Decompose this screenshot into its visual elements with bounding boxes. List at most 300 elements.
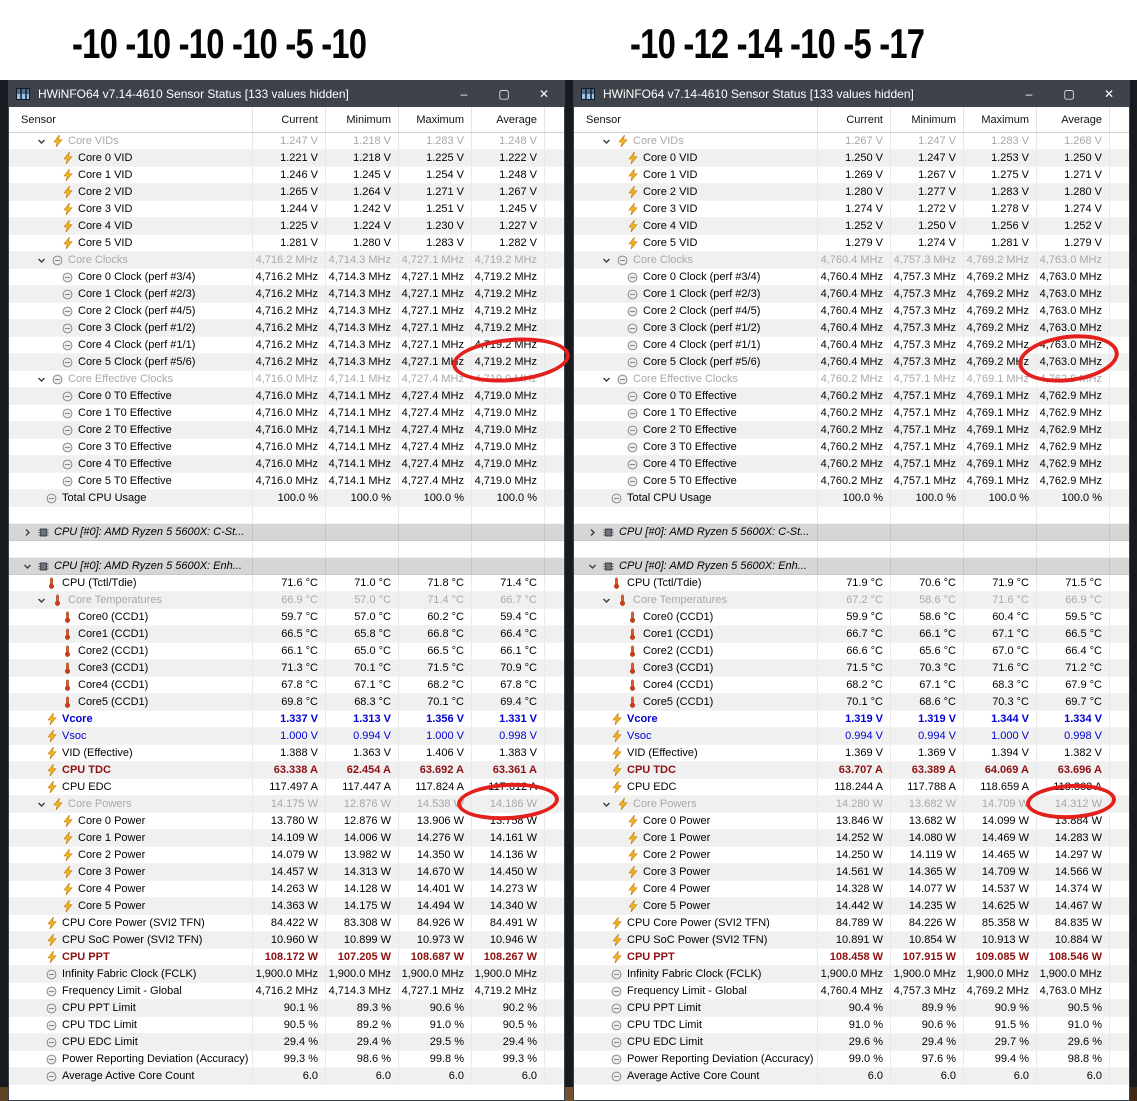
chevron-down-icon[interactable] [35, 256, 48, 265]
sensor-row[interactable] [574, 949, 1129, 966]
value-minimum: 4,714.3 MHz [326, 286, 399, 302]
sensor-row[interactable] [574, 371, 1129, 388]
sensor-row[interactable] [574, 388, 1129, 405]
sensor-label: Core 4 Clock (perf #1/1) [643, 339, 761, 351]
sensor-row[interactable] [9, 422, 564, 439]
sensor-row[interactable] [9, 133, 564, 150]
sensor-row[interactable] [9, 201, 564, 218]
value-average: 90.5 % [1037, 1000, 1110, 1016]
value-average: 14.374 W [1037, 881, 1110, 897]
clock-icon [610, 986, 623, 997]
section-header-row[interactable] [9, 524, 564, 541]
value-current: 10.960 W [253, 932, 326, 948]
chevron-down-icon[interactable] [600, 800, 613, 809]
value-current: 14.079 W [253, 847, 326, 863]
header-spacer [545, 107, 564, 132]
value-current [818, 524, 891, 540]
value-average: 4,762.9 MHz [1037, 456, 1110, 472]
value-minimum: 6.0 [891, 1068, 964, 1084]
section-header-row[interactable] [574, 558, 1129, 575]
sensor-row[interactable] [9, 490, 564, 507]
sensor-row[interactable] [574, 439, 1129, 456]
sensor-label: CPU TDC Limit [627, 1019, 702, 1031]
chevron-right-icon[interactable] [21, 528, 34, 537]
column-header-sensor[interactable]: Sensor [9, 107, 253, 132]
value-average: 6.0 [1037, 1068, 1110, 1084]
sensor-row[interactable] [9, 881, 564, 898]
sensor-row[interactable] [574, 133, 1129, 150]
sensor-label-cell [9, 1051, 253, 1067]
value-current: 68.2 °C [818, 677, 891, 693]
chevron-right-icon[interactable] [586, 528, 599, 537]
bolt-icon [61, 849, 74, 861]
value-minimum: 14.080 W [891, 830, 964, 846]
sensor-row[interactable] [9, 354, 564, 371]
close-button[interactable]: ✕ [538, 87, 550, 101]
sensor-row[interactable] [574, 1017, 1129, 1034]
value-current: 84.789 W [818, 915, 891, 931]
sensor-label-cell [574, 507, 818, 523]
sensor-label: Core 4 T0 Effective [78, 458, 172, 470]
sensor-label-cell [9, 269, 253, 285]
sensor-row[interactable] [574, 626, 1129, 643]
chevron-down-icon[interactable] [35, 800, 48, 809]
row-spacer [1110, 881, 1129, 897]
value-current: 1.250 V [818, 150, 891, 166]
value-minimum: 100.0 % [326, 490, 399, 506]
value-average: 1.274 V [1037, 201, 1110, 217]
value-minimum: 4,757.3 MHz [891, 269, 964, 285]
value-current: 99.0 % [818, 1051, 891, 1067]
sensor-row[interactable] [9, 966, 564, 983]
titlebar[interactable] [9, 81, 564, 107]
value-current: 1.221 V [253, 150, 326, 166]
sensor-row[interactable] [574, 609, 1129, 626]
sensor-row[interactable] [9, 439, 564, 456]
chevron-down-icon[interactable] [600, 137, 613, 146]
value-maximum: 1.254 V [399, 167, 472, 183]
sensor-row[interactable] [9, 184, 564, 201]
row-spacer [545, 915, 564, 931]
value-current: 84.422 W [253, 915, 326, 931]
sensor-label: Core VIDs [68, 135, 119, 147]
bolt-icon [61, 169, 74, 181]
sensor-row[interactable] [9, 592, 564, 609]
value-current: 70.1 °C [818, 694, 891, 710]
minimize-button[interactable]: – [460, 87, 468, 101]
value-minimum: 4,757.3 MHz [891, 252, 964, 268]
bolt-icon [610, 781, 623, 793]
chevron-down-icon[interactable] [35, 596, 48, 605]
sensor-row[interactable] [9, 932, 564, 949]
sensor-row[interactable] [574, 320, 1129, 337]
sensor-row[interactable] [574, 337, 1129, 354]
sensor-row[interactable] [574, 796, 1129, 813]
value-minimum: 13.982 W [326, 847, 399, 863]
sensor-label: Core 3 Clock (perf #1/2) [643, 322, 761, 334]
sensor-row[interactable] [9, 1034, 564, 1051]
row-spacer [1110, 320, 1129, 336]
sensor-row[interactable] [574, 218, 1129, 235]
value-minimum: 12.876 W [326, 813, 399, 829]
sensor-row[interactable] [574, 422, 1129, 439]
value-current: 6.0 [253, 1068, 326, 1084]
close-button[interactable]: ✕ [1103, 87, 1115, 101]
sensor-row[interactable] [574, 1000, 1129, 1017]
value-minimum: 1.247 V [891, 133, 964, 149]
row-spacer [1110, 1051, 1129, 1067]
sensor-label-cell [9, 779, 253, 795]
sensor-row[interactable] [574, 881, 1129, 898]
value-minimum: 12.876 W [326, 796, 399, 812]
value-average: 1.267 V [472, 184, 545, 200]
sensor-row[interactable] [9, 575, 564, 592]
value-average: 14.566 W [1037, 864, 1110, 880]
thermo-icon [61, 611, 74, 623]
sensor-row[interactable] [574, 1068, 1129, 1085]
sensor-row[interactable] [574, 813, 1129, 830]
bolt-icon [45, 781, 58, 793]
chevron-down-icon[interactable] [586, 562, 599, 571]
sensor-row[interactable] [9, 660, 564, 677]
sensor-label-cell [9, 456, 253, 472]
row-spacer [1110, 490, 1129, 506]
value-average: 4,763.0 MHz [1037, 252, 1110, 268]
clock-icon [626, 340, 639, 351]
top-banner [0, 0, 1137, 80]
value-average [1037, 541, 1110, 557]
sensor-row[interactable] [9, 456, 564, 473]
column-header-average[interactable]: Average [1037, 107, 1110, 132]
curve-optimizer-values-right: -10 -12 -14 -10 -5 -17 [630, 20, 925, 67]
sensor-label: Core1 (CCD1) [78, 628, 149, 640]
sensor-row[interactable] [574, 915, 1129, 932]
sensor-row[interactable] [574, 167, 1129, 184]
sensor-row[interactable] [9, 728, 564, 745]
sensor-row[interactable] [9, 609, 564, 626]
sensor-row[interactable] [574, 201, 1129, 218]
value-average: 4,762.9 MHz [1037, 388, 1110, 404]
sensor-row[interactable] [9, 1017, 564, 1034]
sensor-label: Core 5 T0 Effective [78, 475, 172, 487]
value-average: 69.7 °C [1037, 694, 1110, 710]
thermo-icon [626, 696, 639, 708]
desktop-background [0, 80, 1137, 1101]
value-average: 1.383 V [472, 745, 545, 761]
minimize-button[interactable]: – [1025, 87, 1033, 101]
sensor-label: CPU TDC Limit [62, 1019, 137, 1031]
sensor-row[interactable] [9, 694, 564, 711]
bolt-icon [61, 237, 74, 249]
sensor-row[interactable] [9, 898, 564, 915]
value-minimum: 1.224 V [326, 218, 399, 234]
sensor-label-cell [574, 388, 818, 404]
sensor-row[interactable] [574, 966, 1129, 983]
sensor-label: Frequency Limit - Global [62, 985, 182, 997]
column-header-current[interactable]: Current [253, 107, 326, 132]
sensor-label-cell [574, 949, 818, 965]
sensor-row[interactable] [9, 1000, 564, 1017]
row-spacer [545, 932, 564, 948]
value-current: 1.000 V [253, 728, 326, 744]
sensor-row[interactable] [574, 643, 1129, 660]
value-minimum: 97.6 % [891, 1051, 964, 1067]
sensor-row[interactable] [9, 643, 564, 660]
value-minimum: 4,757.1 MHz [891, 371, 964, 387]
sensor-row[interactable] [9, 286, 564, 303]
sensor-row[interactable] [9, 235, 564, 252]
chevron-down-icon[interactable] [600, 596, 613, 605]
value-minimum: 66.1 °C [891, 626, 964, 642]
value-average: 1.268 V [1037, 133, 1110, 149]
sensor-row[interactable] [9, 626, 564, 643]
value-maximum: 14.099 W [964, 813, 1037, 829]
sensor-row[interactable] [9, 949, 564, 966]
column-header-maximum[interactable]: Maximum [964, 107, 1037, 132]
value-average: 4,719.0 MHz [472, 473, 545, 489]
sensor-row[interactable] [9, 779, 564, 796]
value-current [818, 558, 891, 574]
sensor-row[interactable] [574, 150, 1129, 167]
value-maximum [964, 524, 1037, 540]
clock-icon [61, 408, 74, 419]
sensor-row[interactable] [9, 830, 564, 847]
column-header-current[interactable]: Current [818, 107, 891, 132]
sensor-label: Core 4 T0 Effective [643, 458, 737, 470]
bolt-icon [61, 186, 74, 198]
section-header-row[interactable] [574, 524, 1129, 541]
value-minimum: 4,714.3 MHz [326, 320, 399, 336]
sensor-row[interactable] [9, 1068, 564, 1085]
sensor-row[interactable] [9, 864, 564, 881]
column-header-maximum[interactable]: Maximum [399, 107, 472, 132]
sensor-row[interactable] [574, 303, 1129, 320]
value-maximum: 4,769.2 MHz [964, 354, 1037, 370]
sensor-row[interactable] [574, 728, 1129, 745]
value-minimum: 1.280 V [326, 235, 399, 251]
sensor-row[interactable] [574, 864, 1129, 881]
column-header-average[interactable]: Average [472, 107, 545, 132]
row-spacer [545, 898, 564, 914]
sensor-row[interactable] [574, 490, 1129, 507]
value-maximum: 29.5 % [399, 1034, 472, 1050]
sensor-row[interactable] [574, 694, 1129, 711]
sensor-label-cell [9, 966, 253, 982]
chevron-down-icon[interactable] [600, 375, 613, 384]
sensor-row[interactable] [574, 898, 1129, 915]
row-spacer [1110, 235, 1129, 251]
value-minimum: 14.006 W [326, 830, 399, 846]
titlebar[interactable] [574, 81, 1129, 107]
sensor-row[interactable] [9, 405, 564, 422]
sensor-row[interactable] [574, 592, 1129, 609]
sensor-row[interactable] [9, 218, 564, 235]
sensor-label: Core 5 Clock (perf #5/6) [78, 356, 196, 368]
sensor-row[interactable] [574, 286, 1129, 303]
sensor-label: Core 0 Clock (perf #3/4) [78, 271, 196, 283]
sensor-label-cell [574, 915, 818, 931]
sensor-row[interactable] [9, 796, 564, 813]
section-header-row[interactable] [9, 558, 564, 575]
value-current: 4,716.2 MHz [253, 303, 326, 319]
sensor-label-cell [574, 337, 818, 353]
bolt-icon [626, 883, 639, 895]
value-maximum: 90.6 % [399, 1000, 472, 1016]
sensor-label: Average Active Core Count [627, 1070, 760, 1082]
column-header-sensor[interactable]: Sensor [574, 107, 818, 132]
sensor-row[interactable] [9, 150, 564, 167]
value-minimum: 4,714.3 MHz [326, 252, 399, 268]
sensor-row[interactable] [574, 779, 1129, 796]
sensor-row[interactable] [574, 184, 1129, 201]
thermo-icon [626, 611, 639, 623]
sensor-label: Core3 (CCD1) [643, 662, 714, 674]
value-current: 100.0 % [818, 490, 891, 506]
value-current: 14.252 W [818, 830, 891, 846]
value-maximum: 1.281 V [964, 235, 1037, 251]
sensor-label-cell [574, 201, 818, 217]
sensor-row[interactable] [574, 575, 1129, 592]
value-minimum: 4,714.3 MHz [326, 354, 399, 370]
value-current: 4,716.0 MHz [253, 456, 326, 472]
sensor-row[interactable] [9, 1051, 564, 1068]
value-minimum: 14.175 W [326, 898, 399, 914]
sensor-row[interactable] [9, 337, 564, 354]
sensor-row[interactable] [9, 320, 564, 337]
sensor-label-cell [574, 184, 818, 200]
sensor-label-cell [9, 813, 253, 829]
sensor-row[interactable] [9, 745, 564, 762]
value-current [818, 541, 891, 557]
sensor-row[interactable] [574, 1051, 1129, 1068]
thermo-icon [626, 628, 639, 640]
value-average: 71.5 °C [1037, 575, 1110, 591]
column-header-minimum[interactable]: Minimum [891, 107, 964, 132]
sensor-row[interactable] [574, 456, 1129, 473]
value-maximum: 108.687 W [399, 949, 472, 965]
sensor-row[interactable] [574, 405, 1129, 422]
sensor-label: Core 3 T0 Effective [78, 441, 172, 453]
value-current: 29.6 % [818, 1034, 891, 1050]
value-maximum: 4,727.4 MHz [399, 422, 472, 438]
sensor-row[interactable] [574, 660, 1129, 677]
sensor-label-cell [9, 949, 253, 965]
value-current: 4,760.4 MHz [818, 286, 891, 302]
sensor-label-cell [9, 524, 253, 540]
sensor-label-cell [574, 456, 818, 472]
row-spacer [545, 983, 564, 999]
sensor-row[interactable] [574, 983, 1129, 1000]
column-header-minimum[interactable]: Minimum [326, 107, 399, 132]
hwinfo-window-right [573, 80, 1130, 1101]
maximize-button[interactable]: ▢ [1063, 87, 1075, 101]
sensor-label: CPU (Tctl/Tdie) [627, 577, 702, 589]
sensor-row[interactable] [9, 473, 564, 490]
row-spacer [545, 456, 564, 472]
chevron-down-icon[interactable] [21, 562, 34, 571]
row-spacer [545, 167, 564, 183]
sensor-label: CPU TDC [627, 764, 676, 776]
value-minimum: 107.205 W [326, 949, 399, 965]
value-current: 14.263 W [253, 881, 326, 897]
sensor-row[interactable] [9, 252, 564, 269]
chevron-down-icon[interactable] [35, 137, 48, 146]
thermo-icon [61, 696, 74, 708]
sensor-row[interactable] [9, 388, 564, 405]
bolt-icon [51, 798, 64, 810]
value-minimum: 62.454 A [326, 762, 399, 778]
sensor-label-cell [9, 337, 253, 353]
clock-icon [610, 1037, 623, 1048]
clock-icon [610, 1071, 623, 1082]
clock-icon [45, 986, 58, 997]
value-minimum: 4,714.3 MHz [326, 269, 399, 285]
value-maximum: 118.659 A [964, 779, 1037, 795]
row-spacer [545, 745, 564, 761]
value-minimum: 1.247 V [891, 150, 964, 166]
sensor-row[interactable] [574, 252, 1129, 269]
chevron-down-icon[interactable] [600, 256, 613, 265]
value-minimum: 89.2 % [326, 1017, 399, 1033]
hwinfo-logo-icon [16, 88, 30, 100]
sensor-row[interactable] [574, 932, 1129, 949]
row-spacer [545, 388, 564, 404]
sensor-row[interactable] [574, 354, 1129, 371]
value-average: 4,719.2 MHz [472, 320, 545, 336]
value-average: 90.2 % [472, 1000, 545, 1016]
sensor-row[interactable] [574, 473, 1129, 490]
sensor-row[interactable] [574, 1034, 1129, 1051]
sensor-row[interactable] [574, 711, 1129, 728]
row-spacer [545, 405, 564, 421]
sensor-label-cell [9, 541, 253, 557]
sensor-row[interactable] [9, 983, 564, 1000]
sensor-row[interactable] [574, 830, 1129, 847]
value-minimum: 89.3 % [326, 1000, 399, 1016]
value-current: 14.250 W [818, 847, 891, 863]
value-maximum: 29.7 % [964, 1034, 1037, 1050]
sensor-row[interactable] [574, 762, 1129, 779]
row-spacer [545, 184, 564, 200]
sensor-row[interactable] [9, 303, 564, 320]
sensor-row[interactable] [9, 677, 564, 694]
chevron-down-icon[interactable] [35, 375, 48, 384]
sensor-row[interactable] [9, 371, 564, 388]
sensor-label-cell [9, 303, 253, 319]
sensor-row[interactable] [574, 847, 1129, 864]
sensor-label: Core 2 Clock (perf #4/5) [78, 305, 196, 317]
sensor-row[interactable] [574, 745, 1129, 762]
row-spacer [1110, 184, 1129, 200]
sensor-label: CPU EDC Limit [62, 1036, 138, 1048]
value-maximum: 91.0 % [399, 1017, 472, 1033]
sensor-row[interactable] [9, 813, 564, 830]
maximize-button[interactable]: ▢ [498, 87, 510, 101]
sensor-row[interactable] [574, 677, 1129, 694]
sensor-row[interactable] [574, 235, 1129, 252]
value-maximum: 84.926 W [399, 915, 472, 931]
sensor-row[interactable] [574, 269, 1129, 286]
sensor-label: Core Powers [68, 798, 132, 810]
sensor-label-cell [574, 983, 818, 999]
sensor-row[interactable] [9, 711, 564, 728]
value-maximum: 4,769.2 MHz [964, 252, 1037, 268]
sensor-row[interactable] [9, 847, 564, 864]
sensor-row[interactable] [9, 762, 564, 779]
sensor-row[interactable] [9, 269, 564, 286]
sensor-row[interactable] [9, 167, 564, 184]
sensor-row[interactable] [9, 915, 564, 932]
